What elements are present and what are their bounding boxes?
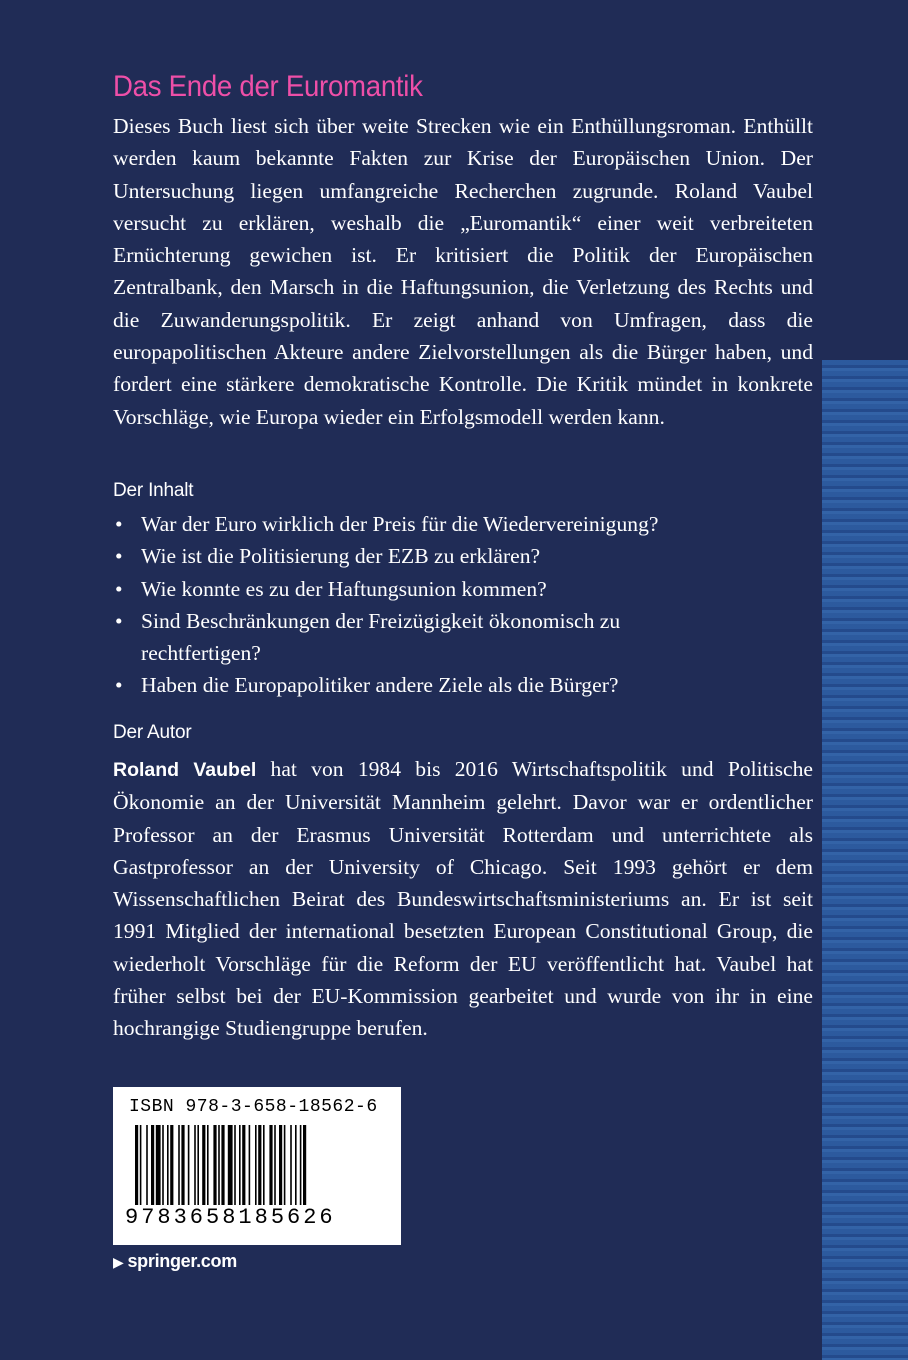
barcode-bar <box>295 1125 297 1205</box>
barcode-bar <box>234 1125 236 1205</box>
isbn-label: ISBN 978-3-658-18562-6 <box>129 1097 378 1117</box>
arrow-right-icon: ▶ <box>113 1254 124 1270</box>
list-item: • Sind Beschränkungen der Freizügigkeit ökonomisch zu rechtfertigen? <box>113 605 813 670</box>
blue-stripe-panel <box>822 360 908 1360</box>
list-item: • Haben die Europapolitiker andere Ziele als die Bürger? <box>113 669 813 701</box>
publisher-link[interactable] <box>113 1251 237 1272</box>
intro-paragraph: Dieses Buch liest sich über weite Strecken wie ein Enthüllungsroman. Enthüllt werden kaum bekannte Fakten zur Krise der Europäischen Union. Der Untersuchung liegen umfangreiche Recherchen zugrunde. Roland Vaubel versucht zu erklären, weshalb die „Euromantik“ einer weit verbreiteten Ernüchterung gewichen ist. Er kritisiert die Politik der Europäischen Zentralbank, den Marsch in die Haftungsunion, die Verletzung des Rechts und die Zuwanderungspolitik. Er zeigt anhand von Umfragen, dass die europapolitischen Akteure andere Zielvorstellungen als die Bürger haben, und fordert eine stärkere demokratische Kontrolle. Die Kritik mündet in konkrete Vorschläge, wie Europa wieder ein Erfolgsmodell werden kann. <box>113 114 813 429</box>
barcode-bars <box>135 1125 381 1205</box>
author-name: Roland Vaubel <box>113 759 257 781</box>
barcode-bar <box>218 1125 220 1205</box>
back-cover-text <box>113 70 813 1041</box>
bullet-icon: • <box>115 608 123 633</box>
barcode-bar <box>263 1125 265 1205</box>
bullet-icon: • <box>115 576 123 601</box>
barcode-bar <box>213 1125 216 1205</box>
barcode-bar <box>279 1125 282 1205</box>
bullet-icon: • <box>115 544 123 569</box>
barcode-bar <box>249 1125 251 1205</box>
barcode-bar <box>221 1125 224 1205</box>
inhalt-heading: Der Inhalt <box>113 480 194 501</box>
barcode-bar <box>255 1125 257 1205</box>
barcode-bar <box>202 1125 205 1205</box>
barcode-bar <box>146 1125 148 1205</box>
author-bio <box>113 753 813 1045</box>
barcode-bar <box>269 1125 272 1205</box>
bullet-icon: • <box>115 673 123 698</box>
barcode-bar <box>178 1125 180 1205</box>
book-title: Das Ende der Euromantik <box>113 70 423 103</box>
autor-heading: Der Autor <box>113 722 192 743</box>
barcode-bar <box>239 1125 241 1205</box>
barcode-bar <box>181 1125 184 1205</box>
barcode-bar <box>284 1125 286 1205</box>
barcode-digits: 9783658185626 <box>125 1205 336 1230</box>
barcode-bar <box>140 1125 142 1205</box>
inhalt-list <box>113 508 813 702</box>
barcode-bar <box>156 1125 161 1205</box>
barcode-bar <box>197 1125 199 1205</box>
barcode-bar <box>303 1125 306 1205</box>
barcode-bar <box>151 1125 154 1205</box>
author-bio-text: hat von 1984 bis 2016 Wirtschaftspolitik und Politische Ökonomie an der Universität Mannheim gelehrt. Davor war er ordentlicher Professor an der Erasmus Universität Rotterdam und unterrichtete als Gastprofessor an der University of Chicago. Seit 1993 gehört er dem Wissenschaftlichen Beirat des Bundeswirtschaftsministeriums an. Er ist seit 1991 Mitglied der international besetzten European Constitutional Group, die wiederholt Vorschläge für die Reform der EU veröffentlicht hat. Vaubel hat früher selbst bei der EU-Kommission gearbeitet und wurde von ihr in eine hochrangige Studiengruppe berufen. <box>113 757 813 1041</box>
barcode-bar <box>207 1125 209 1205</box>
barcode-bar <box>300 1125 302 1205</box>
publisher-url: springer.com <box>127 1251 237 1271</box>
list-item: • War der Euro wirklich der Preis für die Wiedervereinigung? <box>113 508 813 540</box>
barcode-bar <box>167 1125 169 1205</box>
barcode-bar <box>194 1125 196 1205</box>
bullet-icon: • <box>115 512 123 536</box>
barcode-bar <box>170 1125 173 1205</box>
barcode-bar <box>188 1125 190 1205</box>
barcode-bar <box>290 1125 292 1205</box>
barcode-bar <box>258 1125 261 1205</box>
barcode-bar <box>162 1125 164 1205</box>
list-item: • Wie ist die Politisierung der EZB zu erklären? <box>113 540 813 572</box>
barcode-bar <box>135 1125 138 1205</box>
barcode-bar <box>242 1125 245 1205</box>
isbn-barcode <box>113 1087 401 1245</box>
list-item: • Wie konnte es zu der Haftungsunion kommen? <box>113 573 813 605</box>
barcode-bar <box>228 1125 233 1205</box>
barcode-bar <box>274 1125 276 1205</box>
